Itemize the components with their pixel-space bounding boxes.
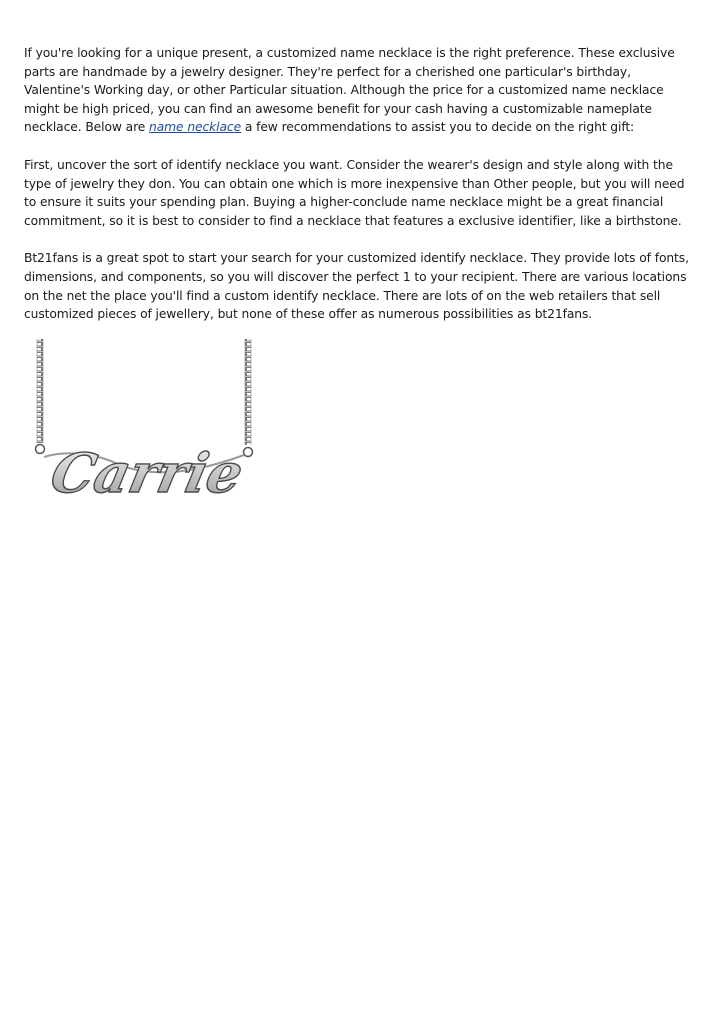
chain-left: [37, 339, 43, 443]
nameplate: [44, 442, 249, 505]
necklace-illustration: [30, 337, 265, 512]
paragraph-intro: [24, 44, 696, 137]
name-necklace-link[interactable]: name necklace: [149, 120, 242, 135]
article-body: [24, 44, 696, 343]
nameplate-text: Carrie: [45, 441, 249, 505]
paragraph-intro-text-end: a few recommendations to assist you to decide on the right gift:: [241, 120, 635, 135]
paragraph-bt21fans: Bt21fans is a great spot to start your search for your customized identify necklace. They provide lots of fonts, dimensions, and components, so you will discover the perfect 1 to your recipient. There are various locations on the net the place you'll find a custom identify necklace. There are lots of on the web retailers that sell customized pieces of jewellery, but none of these offer as numerous possibilities as bt21fans.: [24, 251, 689, 322]
chain-right: [245, 339, 251, 445]
paragraph-choose-necklace: First, uncover the sort of identify necklace you want. Consider the wearer's design and style along with the type of jewelry they don. You can obtain one which is more inexpensive than Other people, but you will need to ensure it suits your spending plan. Buying a higher-conclude name necklace might be a great financial commitment, so it is best to consider to find a necklace that features a exclusive identifier, like a birthstone.: [24, 157, 685, 228]
paragraph-intro-text: If you're looking for a unique present, a customized name necklace is the right preference. These exclusive parts are handmade by a jewelry designer. They're perfect for a cherished one particular's birthday, Valentine's Working day, or other Particular situation. Although the price for a customized name necklace might be high priced, you can find an awesome benefit for your cash having a customizable nameplate necklace. Below are: [24, 46, 675, 135]
necklace-image: [30, 337, 265, 512]
jump-ring-left: [36, 445, 45, 454]
